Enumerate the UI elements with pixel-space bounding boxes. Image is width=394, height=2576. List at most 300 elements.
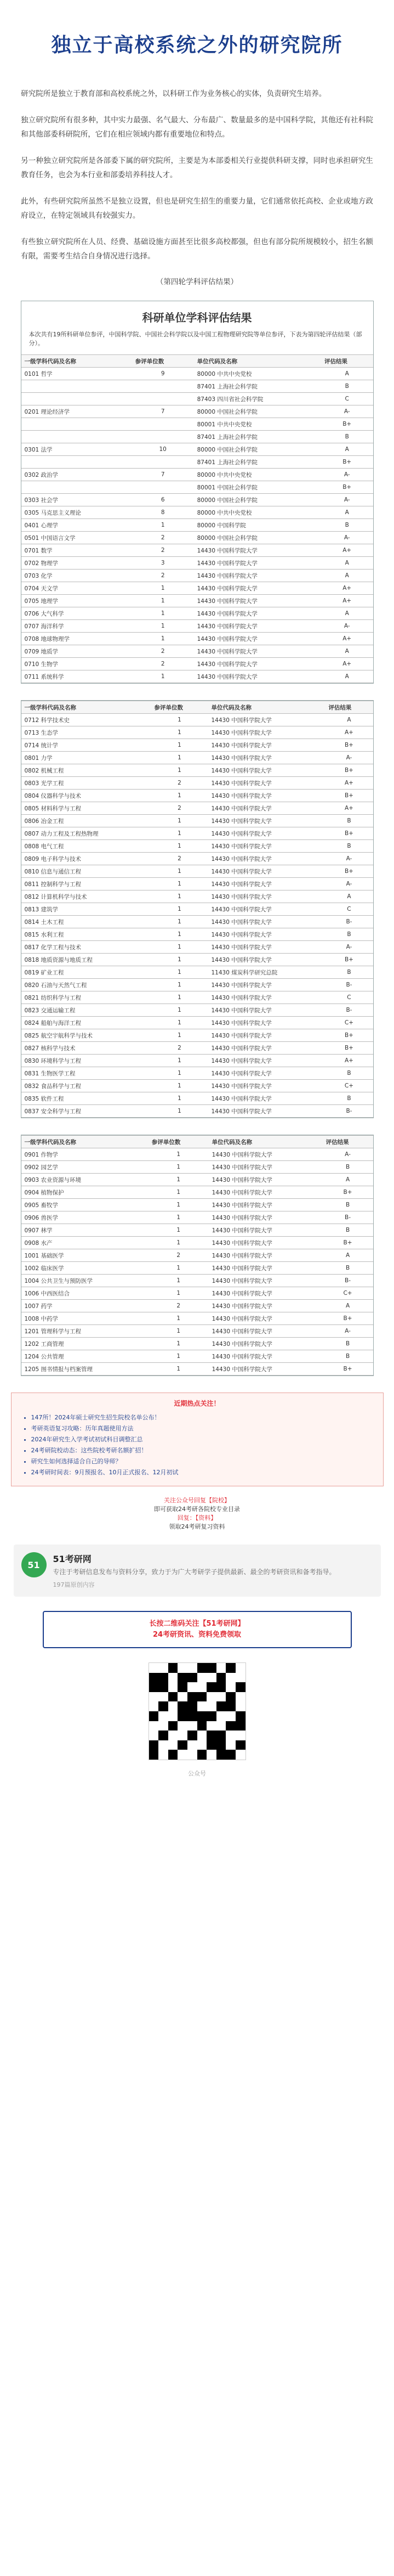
recommend-list <box>21 1412 373 1478</box>
cell-discipline: 0811 控制科学与工程 <box>21 878 151 890</box>
cell-count: 1 <box>132 670 194 683</box>
table-row <box>21 469 373 481</box>
cell-discipline: 0801 力学 <box>21 752 151 764</box>
table-row <box>21 764 373 777</box>
footer-line: 长按二维码关注【51考研网】 <box>149 1620 245 1628</box>
cell-count: 1 <box>151 1080 208 1092</box>
cell-unit: 14430 中国科学院大学 <box>209 1186 323 1199</box>
cell-result: A <box>323 1249 373 1262</box>
table-row <box>21 1055 373 1067</box>
cell-discipline: 0821 纺织科学与工程 <box>21 991 151 1004</box>
table-row <box>21 815 373 827</box>
evaluation-table-2 <box>21 700 374 1118</box>
cell-result: A- <box>321 405 373 418</box>
cell-discipline: 0815 水利工程 <box>21 928 151 941</box>
table-row <box>21 739 373 752</box>
cell-result: A- <box>325 878 373 890</box>
paragraph-2: 独立研究院所有很多种，其中实力最强、名气最大、分布最广、数量最多的是中国科学院，其他还有社科院和其他部委科研院所，它们在相应领域内都有重要地位和特点。 <box>21 116 373 139</box>
cell-unit: 14430 中国科学院大学 <box>208 714 325 726</box>
cell-discipline: 1001 基础医学 <box>21 1249 149 1262</box>
cell-count: 1 <box>149 1199 209 1211</box>
cell-result: A+ <box>321 582 373 595</box>
footer-line: 24考研资讯、资料免费领取 <box>152 1631 242 1639</box>
cell-count: 1 <box>151 1029 208 1042</box>
cell-discipline: 0201 理论经济学 <box>21 405 132 418</box>
cell-unit: 14430 中国科学院大学 <box>194 645 321 658</box>
cell-unit: 14430 中国科学院大学 <box>209 1363 323 1376</box>
cell-count: 1 <box>149 1312 209 1325</box>
cell-discipline: 0702 物理学 <box>21 557 132 570</box>
cell-result: B- <box>323 1275 373 1287</box>
cell-discipline: 0819 矿业工程 <box>21 966 151 979</box>
cell-unit: 14430 中国科学院大学 <box>209 1312 323 1325</box>
cell-count: 7 <box>132 469 194 481</box>
cell-count <box>132 481 194 494</box>
cell-unit: 14430 中国科学院大学 <box>209 1350 323 1363</box>
cell-result: B <box>325 1092 373 1105</box>
cell-result: A+ <box>325 777 373 790</box>
table-row <box>21 890 373 903</box>
table-row <box>21 1186 373 1199</box>
cell-unit: 14430 中国科学院大学 <box>209 1325 323 1338</box>
col-result: 评估结果 <box>321 355 373 368</box>
cell-unit: 14430 中国科学院大学 <box>208 1105 325 1118</box>
cell-discipline: 0905 畜牧学 <box>21 1199 149 1211</box>
cell-result: A <box>325 890 373 903</box>
cell-result: B <box>321 519 373 532</box>
col-count: 参评单位数 <box>149 1136 209 1148</box>
cell-result: B+ <box>323 1186 373 1199</box>
cell-result: A- <box>321 469 373 481</box>
cell-discipline: 0831 生物医学工程 <box>21 1067 151 1080</box>
cell-discipline: 0303 社会学 <box>21 494 132 506</box>
cell-result: B+ <box>325 1042 373 1055</box>
table-row <box>21 840 373 853</box>
table-row <box>21 481 373 494</box>
cell-count: 6 <box>132 494 194 506</box>
cell-count: 1 <box>151 916 208 928</box>
table-row <box>21 916 373 928</box>
cell-result: A- <box>321 532 373 544</box>
cell-unit: 14430 中国科学院大学 <box>209 1338 323 1350</box>
cell-discipline: 0701 数学 <box>21 544 132 557</box>
table-row <box>21 966 373 979</box>
cell-unit: 80000 中国社会科学院 <box>194 494 321 506</box>
cell-result: B <box>323 1350 373 1363</box>
cell-count: 1 <box>132 519 194 532</box>
cell-unit: 14430 中国科学院大学 <box>209 1275 323 1287</box>
cell-unit: 14430 中国科学院大学 <box>209 1199 323 1211</box>
col-result: 评估结果 <box>323 1136 373 1148</box>
cell-unit: 14430 中国科学院大学 <box>209 1287 323 1300</box>
cell-discipline: 0806 冶金工程 <box>21 815 151 827</box>
cell-discipline: 0803 光学工程 <box>21 777 151 790</box>
cell-discipline: 0827 核科学与技术 <box>21 1042 151 1055</box>
cell-result: A+ <box>325 726 373 739</box>
cell-discipline: 0825 航空宇航科学与技术 <box>21 1029 151 1042</box>
recommend-item[interactable]: • 研究生如何选择适合自己的导师？ <box>31 1456 373 1467</box>
table-row <box>21 494 373 506</box>
cell-result: B <box>325 928 373 941</box>
cell-count: 1 <box>149 1287 209 1300</box>
cell-discipline: 0837 安全科学与工程 <box>21 1105 151 1118</box>
table-row <box>21 790 373 802</box>
cell-count <box>132 418 194 431</box>
table-row <box>21 752 373 764</box>
cell-count: 1 <box>151 954 208 966</box>
table-row <box>21 1249 373 1262</box>
cell-count <box>132 456 194 469</box>
table-row <box>21 1067 373 1080</box>
cell-result: A <box>325 714 373 726</box>
cell-result: A- <box>325 752 373 764</box>
cell-result: C+ <box>325 1080 373 1092</box>
cell-discipline: 1002 临床医学 <box>21 1262 149 1275</box>
account-meta: 197篇原创内容 <box>53 1581 95 1588</box>
cell-count: 1 <box>132 582 194 595</box>
table-row <box>21 380 373 393</box>
cell-result: A+ <box>321 633 373 645</box>
cell-result: A+ <box>321 595 373 607</box>
cell-result: B- <box>325 1004 373 1017</box>
title-wrap <box>0 0 394 87</box>
cell-count: 1 <box>151 865 208 878</box>
cell-discipline: 0712 科学技术史 <box>21 714 151 726</box>
cell-count: 1 <box>151 878 208 890</box>
table-row <box>21 544 373 557</box>
cell-discipline: 0802 机械工程 <box>21 764 151 777</box>
col-discipline: 一级学科代码及名称 <box>21 701 151 714</box>
table-row <box>21 903 373 916</box>
cell-count: 10 <box>132 443 194 456</box>
cell-count: 1 <box>151 714 208 726</box>
follow-line: 关注公众号回复【院校】 <box>164 1497 230 1504</box>
col-discipline: 一级学科代码及名称 <box>21 1136 149 1148</box>
cell-unit: 14430 中国科学院大学 <box>194 670 321 683</box>
table-row <box>21 1105 373 1118</box>
cell-unit: 14430 中国科学院大学 <box>208 802 325 815</box>
cell-unit: 14430 中国科学院大学 <box>208 752 325 764</box>
table-2-body <box>21 714 373 1118</box>
cell-discipline: 0705 地理学 <box>21 595 132 607</box>
table-row <box>21 1262 373 1275</box>
col-discipline: 一级学科代码及名称 <box>21 355 132 368</box>
cell-discipline: 1008 中药学 <box>21 1312 149 1325</box>
table-row <box>21 714 373 726</box>
cell-discipline: 0714 统计学 <box>21 739 151 752</box>
cell-count: 1 <box>151 890 208 903</box>
table-header-row <box>21 701 373 714</box>
cell-count: 1 <box>149 1363 209 1376</box>
table-row <box>21 405 373 418</box>
cell-count: 1 <box>151 1105 208 1118</box>
table-title: 科研单位学科评估结果 <box>142 311 252 324</box>
cell-result: A+ <box>321 544 373 557</box>
cell-count: 1 <box>149 1224 209 1237</box>
cell-discipline <box>21 481 132 494</box>
cell-count: 7 <box>132 405 194 418</box>
cell-unit: 14430 中国科学院大学 <box>194 658 321 670</box>
cell-count: 1 <box>151 1092 208 1105</box>
cell-result: B+ <box>321 481 373 494</box>
cell-result: B+ <box>325 954 373 966</box>
evaluation-table-3 <box>21 1135 374 1376</box>
cell-unit: 87401 上海社会科学院 <box>194 456 321 469</box>
table-row <box>21 557 373 570</box>
table-row <box>21 1325 373 1338</box>
cell-result: C <box>325 991 373 1004</box>
cell-result: B <box>325 1067 373 1080</box>
cell-discipline: 0305 马克思主义理论 <box>21 506 132 519</box>
cell-unit: 11430 煤炭科学研究总院 <box>208 966 325 979</box>
cell-result: A- <box>325 941 373 954</box>
cell-count: 1 <box>149 1262 209 1275</box>
cell-discipline: 0711 系统科学 <box>21 670 132 683</box>
cell-result: A <box>321 645 373 658</box>
cell-count: 1 <box>151 1055 208 1067</box>
cell-count: 1 <box>151 739 208 752</box>
cell-unit: 14430 中国科学院大学 <box>208 840 325 853</box>
table-row <box>21 443 373 456</box>
cell-unit: 14430 中国科学院大学 <box>209 1174 323 1186</box>
follow-line: 领取24考研复习资料 <box>169 1523 225 1530</box>
cell-count: 1 <box>149 1211 209 1224</box>
cell-result: C <box>321 393 373 405</box>
cell-discipline: 1201 管理科学与工程 <box>21 1325 149 1338</box>
cell-unit: 14430 中国科学院大学 <box>209 1249 323 1262</box>
cell-unit: 14430 中国科学院大学 <box>208 739 325 752</box>
cell-unit: 14430 中国科学院大学 <box>208 1004 325 1017</box>
cell-discipline: 0706 大气科学 <box>21 607 132 620</box>
cell-unit: 80000 中国社会科学院 <box>194 405 321 418</box>
cell-result: B <box>323 1224 373 1237</box>
table-row <box>21 519 373 532</box>
cell-unit: 14430 中国科学院大学 <box>194 570 321 582</box>
cell-unit: 14430 中国科学院大学 <box>209 1262 323 1275</box>
table-row <box>21 532 373 544</box>
table-1 <box>21 354 373 683</box>
cell-discipline: 0813 建筑学 <box>21 903 151 916</box>
table-row <box>21 506 373 519</box>
cell-unit: 14430 中国科学院大学 <box>208 954 325 966</box>
cell-count: 2 <box>132 645 194 658</box>
cell-result: B <box>323 1161 373 1174</box>
cell-discipline: 0707 海洋科学 <box>21 620 132 633</box>
table-row <box>21 1174 373 1186</box>
cell-count: 1 <box>132 620 194 633</box>
cell-unit: 80000 中共中央党校 <box>194 506 321 519</box>
table-row <box>21 658 373 670</box>
cell-discipline: 0902 园艺学 <box>21 1161 149 1174</box>
cell-count: 2 <box>151 777 208 790</box>
cell-count: 1 <box>151 903 208 916</box>
cell-unit: 14430 中国科学院大学 <box>208 790 325 802</box>
cell-count: 1 <box>151 815 208 827</box>
cell-result: A- <box>321 494 373 506</box>
cell-unit: 14430 中国科学院大学 <box>208 928 325 941</box>
cell-unit: 80000 中共中央党校 <box>194 469 321 481</box>
cell-count: 2 <box>151 853 208 865</box>
cell-discipline: 0908 水产 <box>21 1237 149 1249</box>
recommend-item[interactable]: • 24考研时间表：9月预报名、10月正式报名、12月初试 <box>31 1467 373 1478</box>
table-row <box>21 1211 373 1224</box>
cell-count: 1 <box>151 1067 208 1080</box>
cell-discipline: 0101 哲学 <box>21 368 132 380</box>
cell-unit: 14430 中国科学院大学 <box>209 1148 323 1161</box>
table-row <box>21 1275 373 1287</box>
cell-unit: 14430 中国科学院大学 <box>194 620 321 633</box>
cell-count: 1 <box>151 764 208 777</box>
cell-count: 1 <box>151 1004 208 1017</box>
cell-result: A <box>321 368 373 380</box>
cell-count: 1 <box>151 827 208 840</box>
cell-result: C <box>325 903 373 916</box>
table-row <box>21 456 373 469</box>
article-content <box>0 87 394 286</box>
cell-unit: 14430 中国科学院大学 <box>208 1055 325 1067</box>
cell-result: A <box>321 443 373 456</box>
table-row <box>21 418 373 431</box>
recommend-item[interactable]: • 24考研院校动态：这些院校考研名额扩招！ <box>31 1445 373 1456</box>
cell-result: B <box>323 1199 373 1211</box>
cell-count: 1 <box>149 1325 209 1338</box>
cell-unit: 80000 中国社会科学院 <box>194 443 321 456</box>
table-row <box>21 645 373 658</box>
cell-result: B <box>323 1338 373 1350</box>
cell-count: 2 <box>132 532 194 544</box>
cell-count: 1 <box>151 991 208 1004</box>
cell-unit: 14430 中国科学院大学 <box>208 865 325 878</box>
cell-unit: 80001 中共中央党校 <box>194 418 321 431</box>
cell-discipline: 0710 生物学 <box>21 658 132 670</box>
cell-result: A- <box>325 853 373 865</box>
cell-count: 1 <box>149 1186 209 1199</box>
cell-discipline: 0501 中国语言文学 <box>21 532 132 544</box>
cell-discipline: 1204 公共管理 <box>21 1350 149 1363</box>
cell-result: A- <box>321 620 373 633</box>
cell-unit: 87401 上海社会科学院 <box>194 431 321 443</box>
cell-unit: 80000 中国科学院 <box>194 519 321 532</box>
table-row <box>21 1287 373 1300</box>
table-row <box>21 928 373 941</box>
table-row <box>21 582 373 595</box>
table-row <box>21 1312 373 1325</box>
cell-discipline: 1205 图书情报与档案管理 <box>21 1363 149 1376</box>
cell-discipline: 1007 药学 <box>21 1300 149 1312</box>
table-1-body <box>21 368 373 683</box>
account-desc: 专注于考研信息发布与资料分享，致力于为广大考研学子提供最新、最全的考研资讯和备考指导。 <box>53 1568 336 1576</box>
cell-discipline: 0835 软件工程 <box>21 1092 151 1105</box>
cell-count: 1 <box>151 941 208 954</box>
table-row <box>21 393 373 405</box>
recommend-item[interactable]: • 2024年研究生入学考试初试科目调整汇总 <box>31 1434 373 1445</box>
cell-discipline: 0808 电气工程 <box>21 840 151 853</box>
follow-line: 回复：【资料】 <box>177 1514 217 1521</box>
cell-discipline: 0810 信息与通信工程 <box>21 865 151 878</box>
cell-discipline: 0713 生态学 <box>21 726 151 739</box>
table-row <box>21 595 373 607</box>
section-caption: （第四轮学科评估结果） <box>156 278 238 286</box>
cell-unit: 14430 中国科学院大学 <box>208 1067 325 1080</box>
cell-count: 2 <box>149 1249 209 1262</box>
cell-result: B <box>321 380 373 393</box>
cell-unit: 14430 中国科学院大学 <box>209 1224 323 1237</box>
table-row <box>21 1199 373 1211</box>
table-row <box>21 1224 373 1237</box>
table-row <box>21 777 373 790</box>
cell-discipline: 0804 仪器科学与技术 <box>21 790 151 802</box>
cell-result: A <box>323 1174 373 1186</box>
cell-result: A+ <box>325 1055 373 1067</box>
col-count: 参评单位数 <box>151 701 208 714</box>
cell-count: 1 <box>149 1161 209 1174</box>
table-row <box>21 979 373 991</box>
table-row <box>21 853 373 865</box>
cell-unit: 14430 中国科学院大学 <box>208 1092 325 1105</box>
cell-discipline: 0906 兽医学 <box>21 1211 149 1224</box>
paragraph-1: 研究院所是独立于教育部和高校系统之外，以科研工作为业务核心的实体，负责研究生培养。 <box>21 89 327 98</box>
cell-discipline <box>21 418 132 431</box>
cell-unit: 14430 中国科学院大学 <box>208 726 325 739</box>
cell-count: 1 <box>151 726 208 739</box>
col-count: 参评单位数 <box>132 355 194 368</box>
cell-result: A+ <box>325 802 373 815</box>
paragraph-4: 此外，有些研究院所虽然不是独立设置，但也是研究生招生的重要力量，它们通常依托高校、企业或地方政府设立，在特定领域具有较强实力。 <box>21 197 373 220</box>
cell-unit: 14430 中国科学院大学 <box>208 1080 325 1092</box>
cell-count <box>132 380 194 393</box>
table-row <box>21 1161 373 1174</box>
cell-unit: 80001 中国社会科学院 <box>194 481 321 494</box>
cell-unit: 14430 中国科学院大学 <box>194 544 321 557</box>
cell-unit: 14430 中国科学院大学 <box>208 815 325 827</box>
cell-result: B+ <box>325 790 373 802</box>
paragraph-5: 有些独立研究院所在人员、经费、基础设施方面甚至比很多高校都强，但也有部分院所规模较小，招生名额有限，需要考生结合自身情况进行选择。 <box>21 238 373 261</box>
cell-count: 1 <box>149 1174 209 1186</box>
cell-result: A- <box>323 1148 373 1161</box>
cell-discipline: 1202 工商管理 <box>21 1338 149 1350</box>
table-row <box>21 878 373 890</box>
cell-result: C+ <box>325 1017 373 1029</box>
table-row <box>21 865 373 878</box>
table-header-row <box>21 1136 373 1148</box>
cell-result: B <box>321 431 373 443</box>
cell-unit: 14430 中国科学院大学 <box>209 1211 323 1224</box>
cell-discipline: 0812 计算机科学与技术 <box>21 890 151 903</box>
recommend-box <box>11 1393 384 1486</box>
cell-unit: 14430 中国科学院大学 <box>208 1042 325 1055</box>
cell-result: B+ <box>325 865 373 878</box>
cell-discipline <box>21 380 132 393</box>
cell-result: A <box>321 607 373 620</box>
account-card[interactable] <box>14 1545 381 1597</box>
cell-count: 1 <box>132 607 194 620</box>
cell-unit: 14430 中国科学院大学 <box>208 991 325 1004</box>
cell-unit: 14430 中国科学院大学 <box>208 1017 325 1029</box>
paragraph-3: 另一种独立研究院所是各部委下属的研究院所，主要是为本部委相关行业提供科研支撑，同时也承担研究生教育任务，也会为本行业和部委培养科技人才。 <box>21 156 373 179</box>
avatar: 51 <box>21 1552 47 1577</box>
cell-discipline <box>21 393 132 405</box>
cell-count: 1 <box>151 1017 208 1029</box>
cell-result: A- <box>323 1325 373 1338</box>
recommend-item[interactable]: • 考研英语复习攻略：历年真题使用方法 <box>31 1423 373 1434</box>
table-3 <box>21 1135 373 1376</box>
cell-count: 2 <box>132 570 194 582</box>
cell-discipline: 0301 法学 <box>21 443 132 456</box>
table-row <box>21 1338 373 1350</box>
recommend-item[interactable]: • 147所！2024年硕士研究生招生院校名单公布！ <box>31 1412 373 1423</box>
table-row <box>21 991 373 1004</box>
cell-unit: 14430 中国科学院大学 <box>208 903 325 916</box>
